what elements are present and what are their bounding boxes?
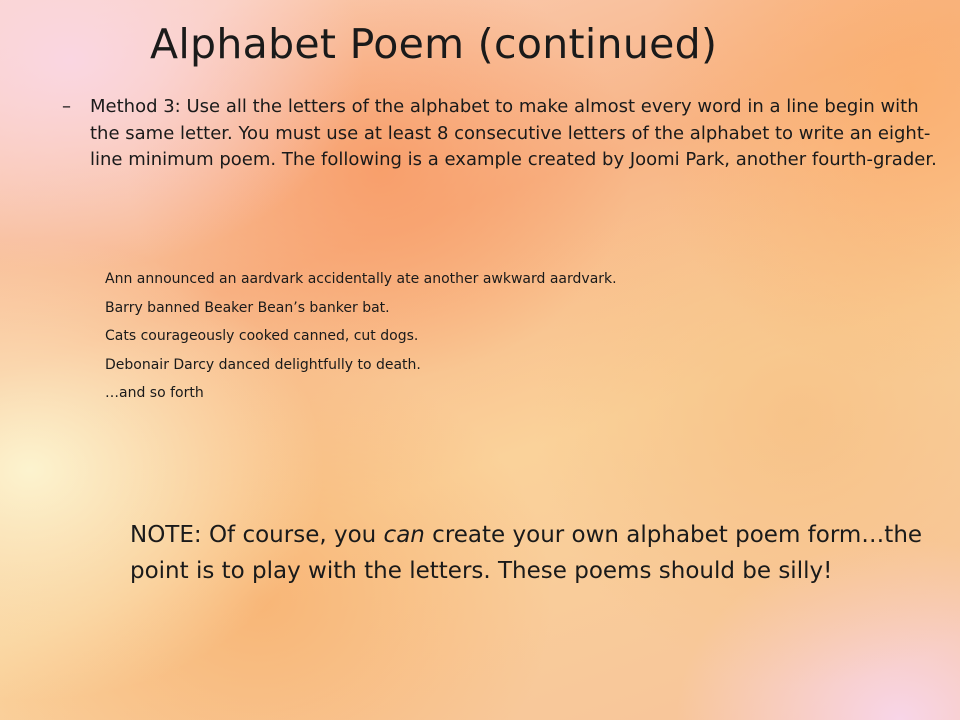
note-text [130, 517, 945, 589]
method-bullet [62, 94, 947, 174]
poem-line: Debonair Darcy danced delightfully to death. [105, 356, 421, 373]
poem-line: Cats courageously cooked canned, cut dogs. [105, 328, 419, 344]
note-text-end: create your own alphabet poem form…the point is to play with the letters. These poems should be silly! [130, 522, 923, 584]
slide-title: Alphabet Poem (continued) [150, 20, 718, 68]
poem-line: Ann announced an aardvark accidentally ate another awkward aardvark. [105, 271, 617, 287]
poem-line: …and so forth [105, 385, 204, 401]
poem-line: Barry banned Beaker Bean’s banker bat. [105, 299, 390, 316]
note-emphasis: can [383, 522, 425, 548]
bullet-dash: – [62, 96, 71, 117]
method-3-text: Method 3: Use all the letters of the alphabet to make almost every word in a line begin with the same letter. You must use at least 8 consecutive letters of the alphabet to write an eight-line minimum poem. The following is a example created by Joomi Park, another fourth-grader. [90, 96, 937, 170]
note-text-start: NOTE: Of course, you [130, 522, 384, 548]
poem-example [105, 265, 617, 408]
